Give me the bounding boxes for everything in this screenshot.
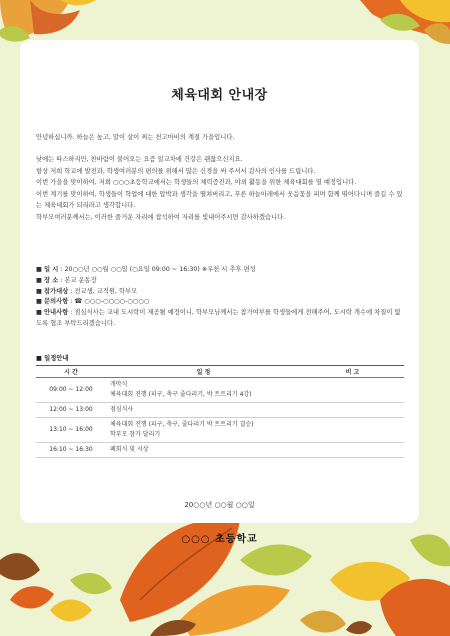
school-name: ○○○ 초등학교 xyxy=(181,534,258,545)
body-line: 이번 계기를 맞이하여, 학생들이 학업에 대한 압박과 생각을 떨쳐버리고, 푸른 하늘아래에서 웃음꽃을 피며 함께 뛰어다니며 즐길 수 있는 체육대회가 되리라고 생각합니다. xyxy=(36,190,403,209)
page-title: 체육대회 안내장 xyxy=(171,88,268,103)
body-line: 학부모여러분께서는, 이러한 즐거운 자리에 참석하여 자리를 빛내어주시면 감사하겠습니다. xyxy=(36,213,286,221)
note-cell xyxy=(301,378,404,403)
note-cell xyxy=(301,418,404,443)
info-label: 참가대상 xyxy=(43,287,69,295)
info-label: 문의사항 xyxy=(43,298,69,306)
plan-cell: 체육대회 진행 (피구, 축구, 줄다리기 박 트트리기 결승) 학부모 참가 달리기 xyxy=(106,418,301,443)
schedule-table xyxy=(36,365,404,458)
info-label: 장 소 xyxy=(43,276,59,284)
leaf-icon xyxy=(360,0,450,44)
document-date: 20○○년 ○○월 ○○일 xyxy=(184,501,255,509)
note-cell xyxy=(301,443,404,458)
info-value: 전교생, 교직원, 학부모 xyxy=(74,287,138,295)
info-row-date: ■ 일 시 : 20○○년 ○○월 ○○일 (○요일 09:00 ~ 16:30) ※우천 시 추후 편성 xyxy=(36,266,256,273)
info-row-place: ■ 장 소 : 본교 운동장 xyxy=(36,276,97,284)
info-value: 20○○년 ○○월 ○○일 (○요일 09:00 ~ 16:30) ※우천 시 추후 편성 xyxy=(64,266,256,273)
plan-cell: 점심식사 xyxy=(106,403,301,418)
body-line: 이번 가을을 맞이하여, 저희 ○○○초등학교에서는 학생들의 체력증진과, 야외 활동을 위한 체육대회를 열 예정입니다. xyxy=(36,179,357,186)
plan-cell: 폐회식 및 시상 xyxy=(106,443,301,458)
table-row xyxy=(36,443,404,458)
leaf-icon xyxy=(0,553,112,621)
time-cell: 13:10 ~ 16:00 xyxy=(36,418,106,443)
info-row-contact: ■ 문의사항 : ☎ ○○○-○○○○-○○○○ xyxy=(36,298,150,306)
info-label: 안내사항 xyxy=(43,309,69,317)
greeting-text: 안녕하십니까. 하늘은 높고, 말이 살이 찌는 천고마비의 계절 가을입니다. xyxy=(36,134,235,141)
header-time: 시 간 xyxy=(36,366,106,378)
leaf-icon xyxy=(0,0,96,42)
info-row-target: ■ 참가대상 : 전교생, 교직원, 학부모 xyxy=(36,287,138,295)
body-line: 항상 저희 학교에 발전과, 학생여러분의 편의를 위해서 많은 신경을 써 주셔서 감사의 인사를 드립니다. xyxy=(36,167,316,175)
time-cell: 09:00 ~ 12:00 xyxy=(36,378,106,403)
schedule-title: ■ 일정안내 xyxy=(36,355,69,362)
header-plan: 일 정 xyxy=(106,366,301,378)
note-cell xyxy=(301,403,404,418)
info-value: 점심식사는 교내 도시락이 제공될 예정이니, 학부모님께서는 참가여부를 학생들에게 전해주어, 도시락 개수에 차질이 없도록 협조 부탁드리겠습니다. xyxy=(36,309,401,327)
leaf-icon xyxy=(300,534,450,636)
info-row-notice: ■ 안내사항 : 점심식사는 교내 도시락이 제공될 예정이니, 학부모님께서는 참가여부를 학생들에게 전해주어, 도시락 개수에 차질이 없도록 협조 부탁드리겠습니다. xyxy=(36,309,401,327)
table-header-row xyxy=(36,366,404,378)
letter-paper xyxy=(20,40,419,545)
header-note: 비 고 xyxy=(301,366,404,378)
table-row xyxy=(36,378,404,403)
plan-cell: 개막식 체육대회 진행 (피구, 축구 줄다리기, 박 트트리기 4강) xyxy=(106,378,301,403)
info-list xyxy=(36,265,406,330)
table-row xyxy=(36,418,404,443)
info-value: 본교 운동장 xyxy=(64,276,97,284)
info-value: ☎ ○○○-○○○○-○○○○ xyxy=(74,298,150,306)
info-label: 일 시 xyxy=(43,266,59,273)
table-row xyxy=(36,403,404,418)
time-cell: 12:00 ~ 13:00 xyxy=(36,403,106,418)
body-text xyxy=(36,154,406,223)
body-line: 낮에는 따스하지만, 찬바람이 불어오는 요즘 일교차에 건강은 괜찮으신지요. xyxy=(36,156,243,163)
time-cell: 16:10 ~ 16:30 xyxy=(36,443,106,458)
